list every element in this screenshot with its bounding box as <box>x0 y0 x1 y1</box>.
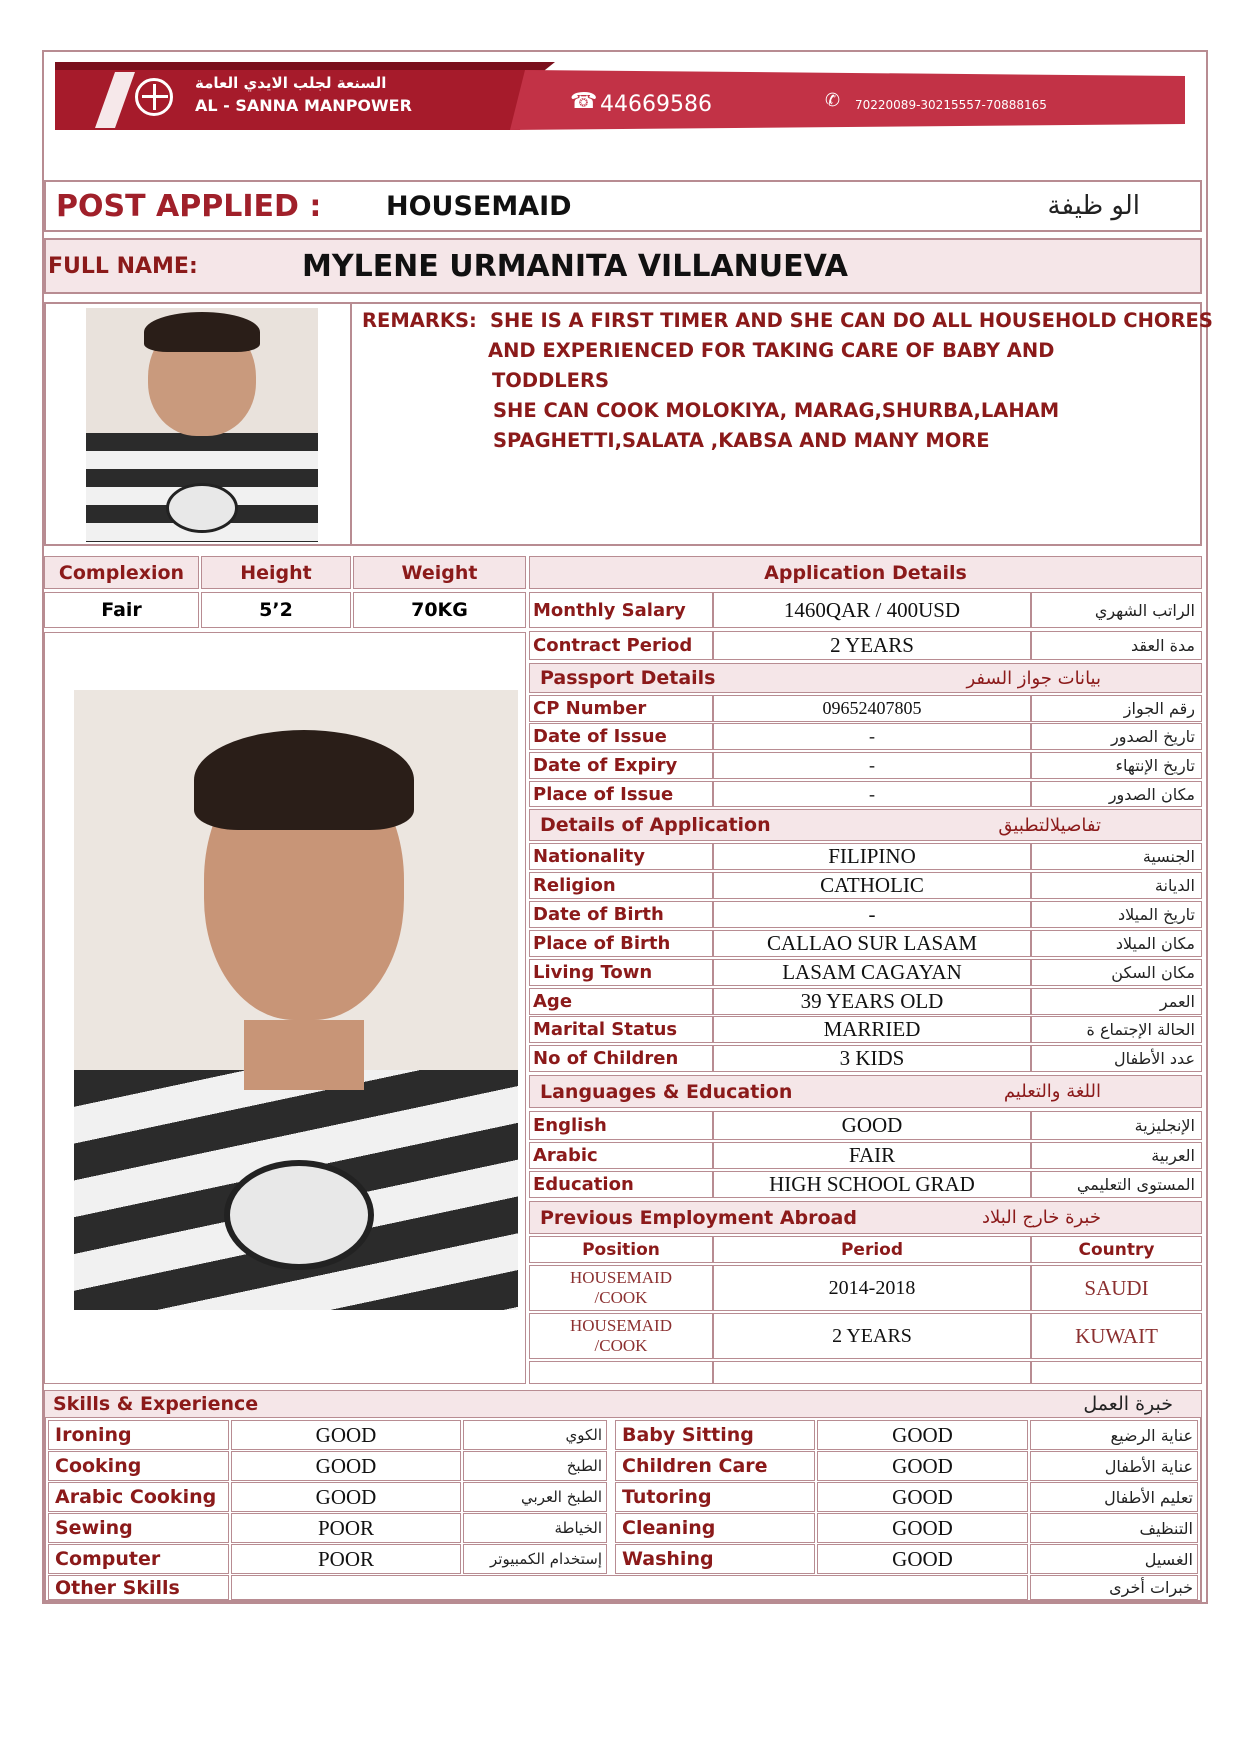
languages-row-1-label: Arabic <box>529 1142 713 1169</box>
post-applied-value: HOUSEMAID <box>386 190 572 222</box>
post-applied-label: POST APPLIED : <box>56 188 322 224</box>
skill-left-3-label: Sewing <box>48 1513 229 1543</box>
skill-right-1-label: Children Care <box>615 1451 815 1481</box>
skill-right-4-label-ar: الغسيل <box>1030 1544 1198 1574</box>
details-row-1-label: Religion <box>529 872 713 899</box>
skill-right-2-label: Tutoring <box>615 1482 815 1512</box>
other-skills-label-ar: خبرات أخرى <box>1030 1575 1198 1600</box>
monthly-salary-label-ar: الراتب الشهري <box>1031 592 1202 628</box>
languages-header-title: Languages & Education <box>540 1080 793 1103</box>
passport-header <box>529 663 1202 693</box>
skill-left-1-label-ar: الطبخ <box>463 1451 607 1481</box>
application-details-header: Application Details <box>529 556 1202 589</box>
details-row-2-value: - <box>713 901 1031 928</box>
passport-row-3-label-ar: مكان الصدور <box>1031 781 1202 807</box>
passport-header-title-ar: بيانات جواز السفر <box>966 667 1101 689</box>
mobile-numbers: 70220089-30215557-70888165 <box>855 98 1047 112</box>
employment-header-title: Previous Employment Abroad <box>540 1206 857 1229</box>
skill-left-4-label-ar: إستخدام الكمبيوتر <box>463 1544 607 1574</box>
details-row-6-label: Marital Status <box>529 1016 713 1043</box>
details-row-0-label-ar: الجنسية <box>1031 843 1202 870</box>
skill-right-1-value: GOOD <box>817 1451 1028 1481</box>
employment-row-0-period: 2014-2018 <box>713 1265 1031 1311</box>
contract-period-label: Contract Period <box>529 631 713 660</box>
skill-left-3-value: POOR <box>231 1513 461 1543</box>
weight-value: 70KG <box>353 592 526 628</box>
employment-col-country: Country <box>1031 1236 1202 1263</box>
company-name-en: AL - SANNA MANPOWER <box>195 96 412 115</box>
phone-icon: ☎ <box>570 88 598 113</box>
details-header <box>529 809 1202 841</box>
applicant-photo-large <box>74 690 518 1310</box>
post-applied-row <box>44 180 1202 232</box>
weight-header: Weight <box>353 556 526 589</box>
details-row-2-label: Date of Birth <box>529 901 713 928</box>
details-row-7-label: No of Children <box>529 1045 713 1072</box>
skill-left-0-label: Ironing <box>48 1420 229 1450</box>
languages-header-title-ar: اللغة والتعليم <box>1003 1081 1101 1102</box>
skill-left-1-label: Cooking <box>48 1451 229 1481</box>
employment-empty-1 <box>529 1361 713 1384</box>
details-row-4-label-ar: مكان السكن <box>1031 959 1202 986</box>
passport-row-2-label: Date of Expiry <box>529 752 713 779</box>
languages-row-2-label-ar: المستوى التعليمي <box>1031 1171 1202 1198</box>
passport-row-0-label-ar: رقم الجواز <box>1031 695 1202 722</box>
skill-left-0-label-ar: الكوي <box>463 1420 607 1450</box>
languages-row-1-label-ar: العربية <box>1031 1142 1202 1169</box>
employment-header <box>529 1201 1202 1234</box>
skill-left-0-value: GOOD <box>231 1420 461 1450</box>
details-header-title-ar: تفاصيلالتطبيق <box>998 814 1101 836</box>
company-name-ar: السنعة لجلب الايدي العامة <box>195 74 387 92</box>
full-name-label: FULL NAME: <box>48 253 198 279</box>
employment-empty-3 <box>1031 1361 1202 1384</box>
complexion-header: Complexion <box>44 556 199 589</box>
passport-header-title: Passport Details <box>540 667 716 689</box>
skill-left-4-label: Computer <box>48 1544 229 1574</box>
employment-row-1-period: 2 YEARS <box>713 1313 1031 1359</box>
employment-row-1-position: HOUSEMAID /COOK <box>529 1313 713 1359</box>
skill-right-4-value: GOOD <box>817 1544 1028 1574</box>
remarks-label: REMARKS: <box>362 309 477 332</box>
languages-row-1-value: FAIR <box>713 1142 1031 1169</box>
languages-header <box>529 1075 1202 1108</box>
skill-left-1-value: GOOD <box>231 1451 461 1481</box>
height-header: Height <box>201 556 351 589</box>
monthly-salary-label: Monthly Salary <box>529 592 713 628</box>
details-header-title: Details of Application <box>540 814 771 836</box>
skill-right-3-value: GOOD <box>817 1513 1028 1543</box>
passport-row-0-label: CP Number <box>529 695 713 722</box>
passport-row-1-value: - <box>713 723 1031 750</box>
remarks-line-5: SPAGHETTI,SALATA ,KABSA AND MANY MORE <box>493 429 990 452</box>
remarks-line-3: TODDLERS <box>492 369 610 392</box>
skill-right-1-label-ar: عناية الأطفال <box>1030 1451 1198 1481</box>
remarks-line-1: SHE IS A FIRST TIMER AND SHE CAN DO ALL HOUSEHOLD CHORES <box>490 309 1213 332</box>
skills-header <box>44 1390 1202 1418</box>
languages-row-0-value: GOOD <box>713 1111 1031 1140</box>
details-row-1-label-ar: الديانة <box>1031 872 1202 899</box>
phone-number: 44669586 <box>600 92 712 117</box>
full-name-row <box>44 238 1202 294</box>
passport-row-1-label-ar: تاريخ الصدور <box>1031 723 1202 750</box>
skill-right-3-label-ar: التنظيف <box>1030 1513 1198 1543</box>
details-row-5-value: 39 YEARS OLD <box>713 988 1031 1015</box>
details-row-2-label-ar: تاريخ الميلاد <box>1031 901 1202 928</box>
company-banner <box>55 62 1185 134</box>
languages-row-2-label: Education <box>529 1171 713 1198</box>
details-row-3-label-ar: مكان الميلاد <box>1031 930 1202 957</box>
passport-row-2-label-ar: تاريخ الإنتهاء <box>1031 752 1202 779</box>
skills-title-ar: خبرة العمل <box>1083 1393 1173 1415</box>
skill-left-4-value: POOR <box>231 1544 461 1574</box>
skill-right-0-value: GOOD <box>817 1420 1028 1450</box>
applicant-photo-small <box>86 308 318 542</box>
employment-header-title-ar: خبرة خارج البلاد <box>982 1207 1101 1228</box>
details-row-5-label-ar: العمر <box>1031 988 1202 1015</box>
skill-right-0-label-ar: عناية الرضيع <box>1030 1420 1198 1450</box>
skill-right-2-label-ar: تعليم الأطفال <box>1030 1482 1198 1512</box>
passport-row-3-value: - <box>713 781 1031 807</box>
languages-row-2-value: HIGH SCHOOL GRAD <box>713 1171 1031 1198</box>
contract-period-label-ar: مدة العقد <box>1031 631 1202 660</box>
employment-row-1-country: KUWAIT <box>1031 1313 1202 1359</box>
details-row-6-value: MARRIED <box>713 1016 1031 1043</box>
languages-row-0-label: English <box>529 1111 713 1140</box>
employment-row-0-country: SAUDI <box>1031 1265 1202 1311</box>
details-row-0-value: FILIPINO <box>713 843 1031 870</box>
remarks-block <box>362 306 1213 542</box>
other-skills-value <box>231 1575 1028 1600</box>
skill-right-4-label: Washing <box>615 1544 815 1574</box>
skill-left-2-value: GOOD <box>231 1482 461 1512</box>
height-value: 5’2 <box>201 592 351 628</box>
passport-row-3-label: Place of Issue <box>529 781 713 807</box>
details-row-3-label: Place of Birth <box>529 930 713 957</box>
details-row-4-value: LASAM CAGAYAN <box>713 959 1031 986</box>
remarks-line-4: SHE CAN COOK MOLOKIYA, MARAG,SHURBA,LAHAM <box>493 399 1060 422</box>
employment-row-0-position: HOUSEMAID /COOK <box>529 1265 713 1311</box>
employment-col-position: Position <box>529 1236 713 1263</box>
globe-icon <box>135 78 173 116</box>
complexion-value: Fair <box>44 592 199 628</box>
monthly-salary-value: 1460QAR / 400USD <box>713 592 1031 628</box>
employment-empty-2 <box>713 1361 1031 1384</box>
passport-row-2-value: - <box>713 752 1031 779</box>
contract-period-value: 2 YEARS <box>713 631 1031 660</box>
details-row-7-label-ar: عدد الأطفال <box>1031 1045 1202 1072</box>
skill-left-3-label-ar: الخياطة <box>463 1513 607 1543</box>
employment-col-period: Period <box>713 1236 1031 1263</box>
skill-left-2-label: Arabic Cooking <box>48 1482 229 1512</box>
details-row-4-label: Living Town <box>529 959 713 986</box>
remarks-line-2: AND EXPERIENCED FOR TAKING CARE OF BABY AND <box>488 339 1055 362</box>
other-skills-label: Other Skills <box>48 1575 229 1600</box>
details-row-0-label: Nationality <box>529 843 713 870</box>
passport-row-0-value: 09652407805 <box>713 695 1031 722</box>
skill-right-2-value: GOOD <box>817 1482 1028 1512</box>
passport-row-1-label: Date of Issue <box>529 723 713 750</box>
details-row-7-value: 3 KIDS <box>713 1045 1031 1072</box>
mobile-icon: ✆ <box>825 90 841 110</box>
skill-left-2-label-ar: الطبخ العربي <box>463 1482 607 1512</box>
details-row-6-label-ar: الحالة الإجتماع ة <box>1031 1016 1202 1043</box>
skill-right-0-label: Baby Sitting <box>615 1420 815 1450</box>
languages-row-0-label-ar: الإنجليزية <box>1031 1111 1202 1140</box>
details-row-1-value: CATHOLIC <box>713 872 1031 899</box>
details-row-3-value: CALLAO SUR LASAM <box>713 930 1031 957</box>
skills-title: Skills & Experience <box>53 1393 259 1415</box>
full-name-value: MYLENE URMANITA VILLANUEVA <box>302 248 849 284</box>
details-row-5-label: Age <box>529 988 713 1015</box>
skill-right-3-label: Cleaning <box>615 1513 815 1543</box>
post-applied-label-ar: الو ظيفة <box>1047 191 1140 221</box>
